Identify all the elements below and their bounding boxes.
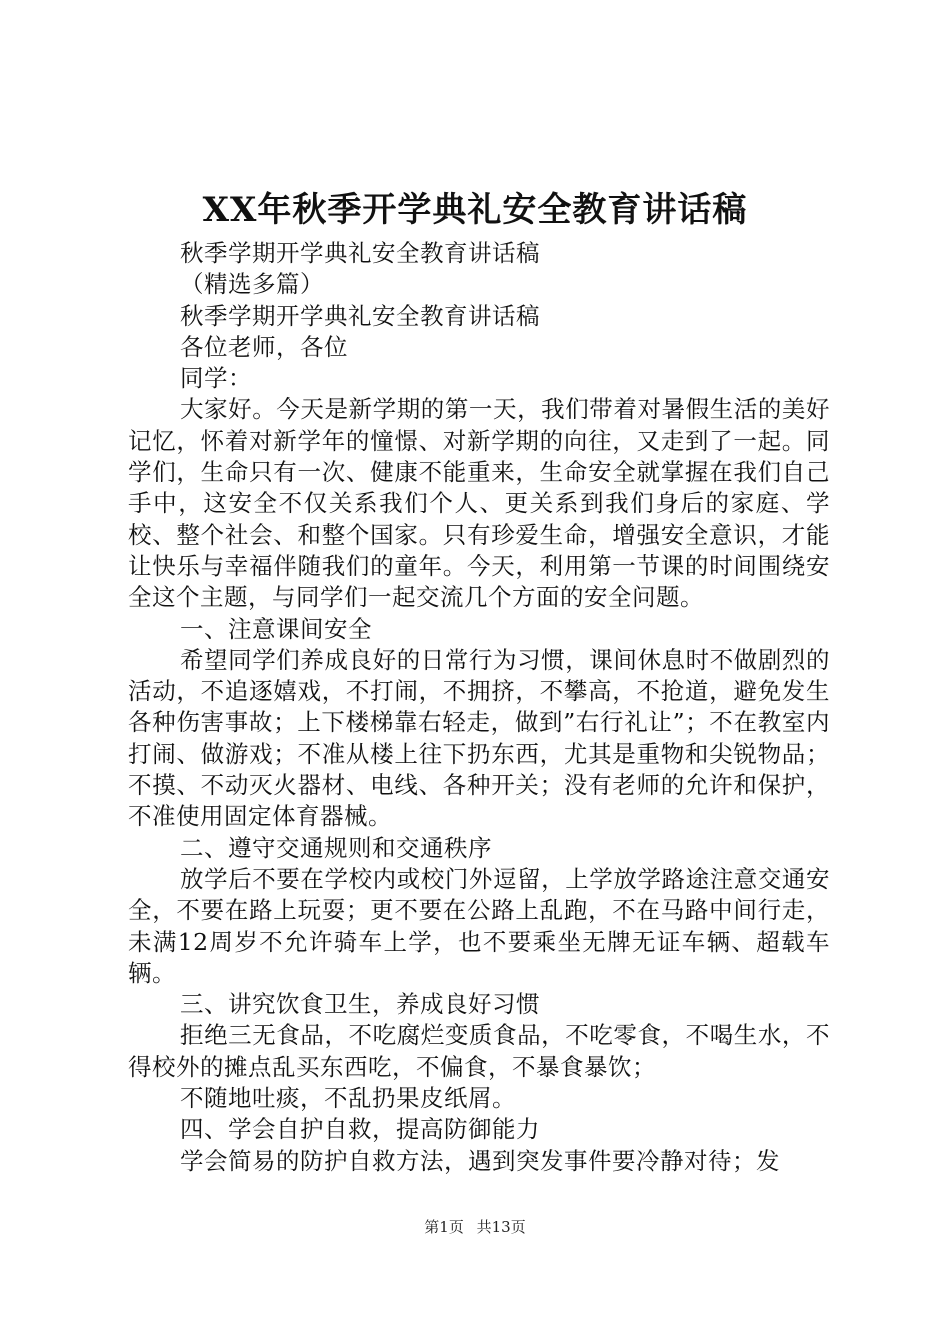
paragraph: 各位老师，各位 [180, 332, 348, 361]
section-heading: 四、学会自护自救，提高防御能力 [180, 1115, 540, 1144]
page-total: 共13页 [476, 1218, 526, 1236]
section-heading: 一、注意课间安全 [180, 614, 372, 643]
document-title: XX年秋季开学典礼安全教育讲话稿 [202, 190, 748, 230]
paragraph: 同学： [180, 364, 252, 393]
paragraph: 大家好。今天是新学期的第一天，我们带着对暑假生活的美好记忆，怀着对新学年的憧憬、对新学期的向往，又走到了一起。同学们，生命只有一次、健康不能重来，生命安全就掌握在我们自己手中，这安全不仅关系我们个人、更关系到我们身后的家庭、学校、整个社会、和整个国家。只有珍爱生命，增强安全意识，才能让快乐与幸福伴随我们的童年。今天，利用第一节课的时间围绕安全这个主题，与同学们一起交流几个方面的安全问题。 [128, 395, 830, 612]
document-body [128, 238, 830, 1177]
page-footer [0, 1216, 950, 1237]
paragraph: 学会简易的防护自救方法，遇到突发事件要冷静对待；发 [180, 1146, 780, 1175]
paragraph: 秋季学期开学典礼安全教育讲话稿 [180, 301, 540, 330]
paragraph: 不随地吐痰，不乱扔果皮纸屑。 [180, 1084, 516, 1113]
paragraph: 放学后不要在学校内或校门外逗留，上学放学路途注意交通安全，不要在路上玩耍；更不要在公路上乱跑，不在马路中间行走，未满12周岁不允许骑车上学，也不要乘坐无牌无证车辆、超载车辆。 [128, 864, 830, 987]
paragraph: 拒绝三无食品，不吃腐烂变质食品，不吃零食，不喝生水，不得校外的摊点乱买东西吃，不偏食，不暴食暴饮； [128, 1021, 830, 1081]
paragraph: 秋季学期开学典礼安全教育讲话稿 [180, 239, 540, 267]
section-heading: 三、讲究饮食卫生，养成良好习惯 [180, 990, 540, 1019]
paragraph: （精选多篇） [180, 270, 324, 299]
paragraph: 希望同学们养成良好的日常行为习惯，课间休息时不做剧烈的活动，不追逐嬉戏，不打闹，不拥挤，不攀高，不抢道，避免发生各种伤害事故；上下楼梯靠右轻走，做到”右行礼让”；不在教室内打闹、做游戏；不准从楼上往下扔东西，尤其是重物和尖锐物品；不摸、不动灭火器材、电线、各种开关；没有老师的允许和保护，不准使用固定体育器械。 [128, 645, 830, 831]
page-number: 第1页 [424, 1218, 464, 1236]
section-heading: 二、遵守交通规则和交通秩序 [180, 833, 492, 862]
